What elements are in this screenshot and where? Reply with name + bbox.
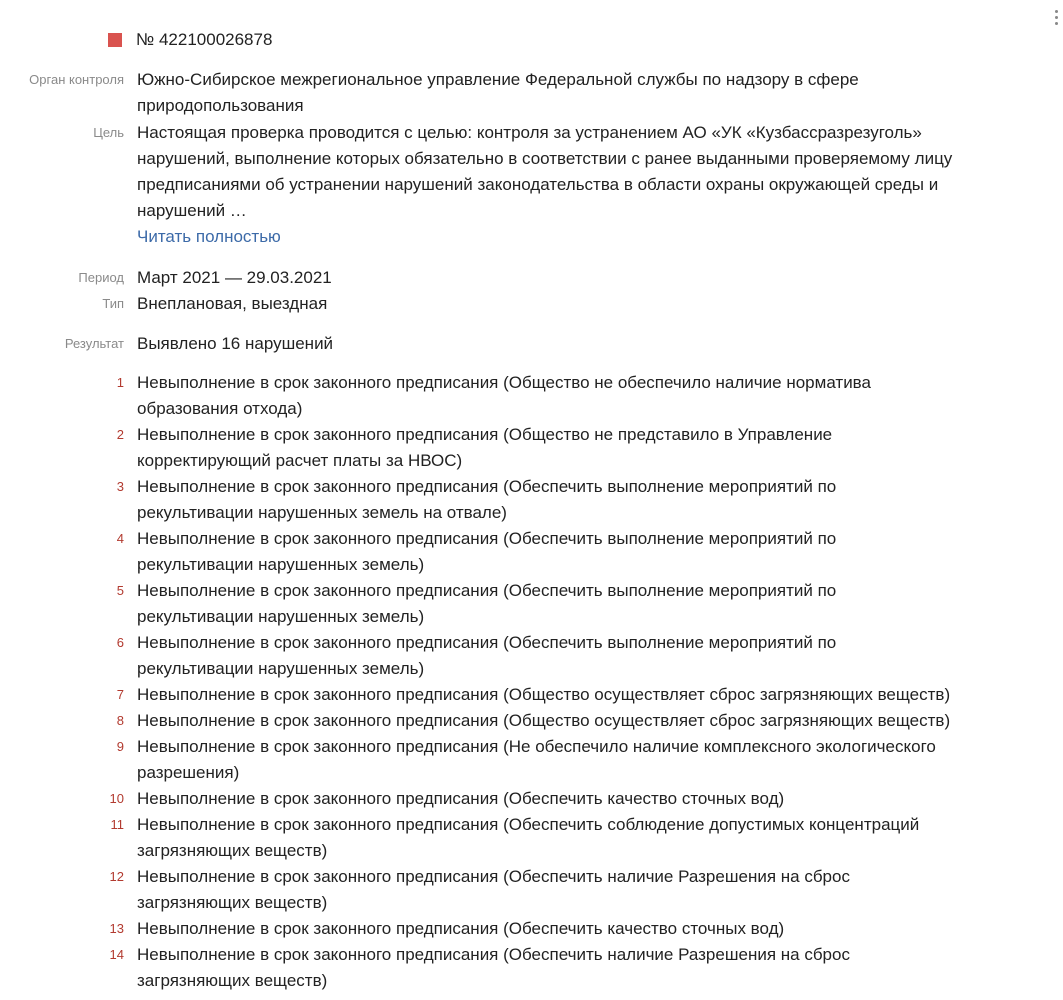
- period-label: Период: [78, 270, 124, 285]
- violation-text-line: рекультивации нарушенных земель): [137, 555, 425, 574]
- violation-text-line: Невыполнение в срок законного предписания (Обеспечить соблюдение допустимых концентраций: [137, 815, 920, 834]
- goal-line: нарушений …: [137, 201, 247, 220]
- violation-text-line: Невыполнение в срок законного предписания (Обеспечить качество сточных вод): [137, 789, 785, 808]
- violation-item: [0, 864, 1063, 916]
- violation-item: [0, 474, 1063, 526]
- violation-text-line: рекультивации нарушенных земель): [137, 607, 425, 626]
- violation-item: [0, 708, 1063, 734]
- violation-text-line: рекультивации нарушенных земель): [137, 659, 425, 678]
- goal-label: Цель: [93, 125, 124, 140]
- violations-list: [0, 370, 1063, 994]
- violation-text: [137, 734, 1037, 786]
- violation-text-line: загрязняющих веществ): [137, 893, 328, 912]
- violation-text-line: разрешения): [137, 763, 240, 782]
- violation-text-line: Невыполнение в срок законного предписания (Общество осуществляет сброс загрязняющих веществ): [137, 711, 951, 730]
- violation-text-line: Невыполнение в срок законного предписания (Обеспечить выполнение мероприятий по: [137, 581, 837, 600]
- violation-text-line: Невыполнение в срок законного предписания (Общество осуществляет сброс загрязняющих веществ): [137, 685, 951, 704]
- violation-item: [0, 682, 1063, 708]
- result-value: Выявлено 16 нарушений: [137, 334, 334, 353]
- violation-number: 5: [116, 583, 124, 598]
- violation-text: [137, 786, 1037, 812]
- violation-text: [137, 708, 1037, 734]
- violation-text: [137, 864, 1037, 916]
- violation-number: 10: [109, 791, 124, 806]
- violation-number: 9: [116, 739, 124, 754]
- violation-text: [137, 526, 1037, 578]
- violation-text: [137, 422, 1037, 474]
- goal-line: Настоящая проверка проводится с целью: контроля за устранением АО «УК «Кузбассразрезуголь»: [137, 123, 922, 142]
- organ-value-line: Южно-Сибирское межрегиональное управление Федеральной службы по надзору в сфере: [137, 70, 859, 89]
- organ-value: [137, 67, 1037, 119]
- type-label: Тип: [102, 296, 124, 311]
- violation-text-line: Невыполнение в срок законного предписания (Общество не обеспечило наличие норматива: [137, 373, 871, 392]
- inspection-number: № 422100026878: [136, 30, 273, 49]
- violation-number: 4: [116, 531, 124, 546]
- violation-number: 14: [109, 947, 124, 962]
- violation-text: [137, 812, 1037, 864]
- violation-text-line: Невыполнение в срок законного предписания (Общество не представило в Управление: [137, 425, 833, 444]
- violation-item: [0, 578, 1063, 630]
- violation-text: [137, 474, 1037, 526]
- violation-item: [0, 786, 1063, 812]
- violation-item: [0, 630, 1063, 682]
- violation-item: [0, 812, 1063, 864]
- violation-number: 2: [116, 427, 124, 442]
- violation-text-line: загрязняющих веществ): [137, 971, 328, 990]
- violation-text-line: рекультивации нарушенных земель на отвале): [137, 503, 507, 522]
- result-label: Результат: [64, 336, 124, 351]
- period-value: Март 2021 — 29.03.2021: [137, 268, 332, 287]
- goal-line: предписаниями об устранении нарушений законодательства в области охраны окружающей среды и: [137, 175, 939, 194]
- violation-number: 12: [109, 869, 124, 884]
- violation-text-line: Невыполнение в срок законного предписания (Обеспечить качество сточных вод): [137, 919, 785, 938]
- violation-number: 11: [110, 817, 124, 832]
- violation-number: 8: [116, 713, 124, 728]
- goal-line: нарушений, выполнение которых обязательно в соответствии с ранее выданными проверяемому лицу: [137, 149, 953, 168]
- violation-text-line: образования отхода): [137, 399, 303, 418]
- violation-number: 6: [116, 635, 124, 650]
- violation-text: [137, 370, 1037, 422]
- type-value: Внеплановая, выездная: [137, 294, 328, 313]
- violation-text-line: Невыполнение в срок законного предписания (Обеспечить выполнение мероприятий по: [137, 529, 837, 548]
- goal-value: [137, 120, 1037, 250]
- violation-text-line: Невыполнение в срок законного предписания (Не обеспечило наличие комплексного экологического: [137, 737, 936, 756]
- violation-number: 13: [109, 921, 124, 936]
- violation-item: [0, 422, 1063, 474]
- violation-item: [0, 370, 1063, 422]
- violation-item: [0, 942, 1063, 994]
- violation-text-line: Невыполнение в срок законного предписания (Обеспечить наличие Разрешения на сброс: [137, 945, 850, 964]
- violation-text-line: Невыполнение в срок законного предписания (Обеспечить выполнение мероприятий по: [137, 477, 837, 496]
- violation-number: 1: [116, 375, 124, 390]
- more-options-icon[interactable]: [1053, 10, 1059, 25]
- organ-value-line: природопользования: [137, 96, 304, 115]
- violation-item: [0, 734, 1063, 786]
- violation-item: [0, 916, 1063, 942]
- inspection-header: [108, 30, 272, 50]
- violation-text: [137, 916, 1037, 942]
- violation-number: 7: [116, 687, 124, 702]
- violation-text-line: загрязняющих веществ): [137, 841, 328, 860]
- violation-text-line: Невыполнение в срок законного предписания (Обеспечить выполнение мероприятий по: [137, 633, 837, 652]
- violation-number: 3: [116, 479, 124, 494]
- violation-text: [137, 630, 1037, 682]
- violation-text: [137, 578, 1037, 630]
- violation-text-line: Невыполнение в срок законного предписания (Обеспечить наличие Разрешения на сброс: [137, 867, 850, 886]
- organ-label: Орган контроля: [29, 72, 124, 87]
- read-more-link[interactable]: Читать полностью: [137, 227, 281, 246]
- violation-item: [0, 526, 1063, 578]
- status-indicator: [108, 33, 122, 47]
- violation-text-line: корректирующий расчет платы за НВОС): [137, 451, 463, 470]
- violation-text: [137, 942, 1037, 994]
- violation-text: [137, 682, 1037, 708]
